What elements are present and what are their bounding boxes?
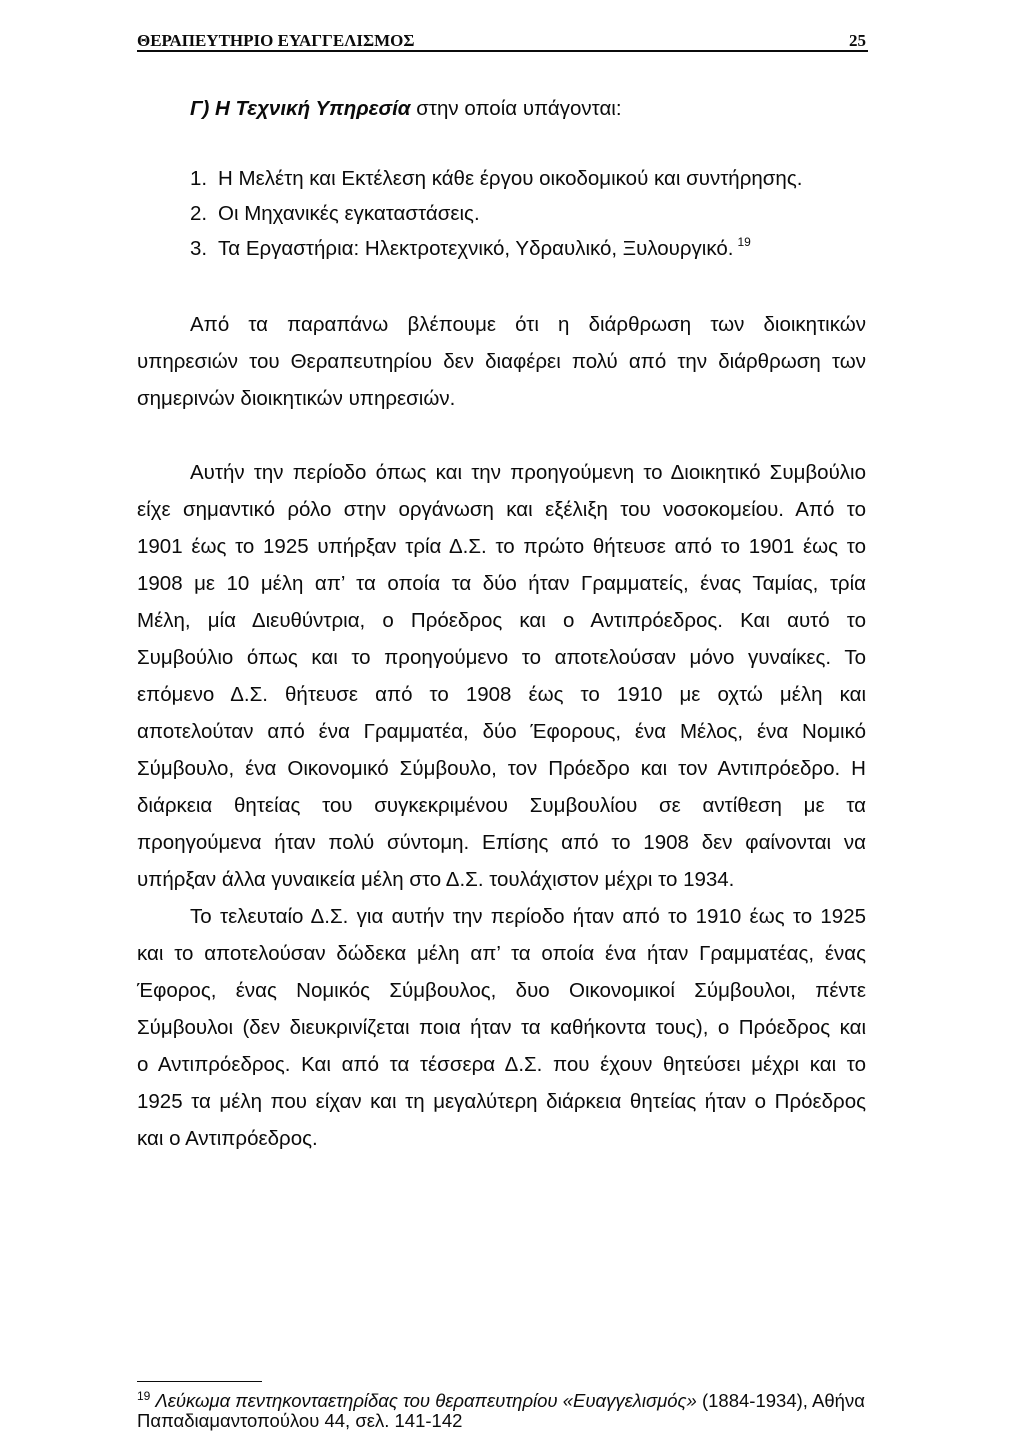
paragraph-line: Συμβούλιο όπως και το προηγούμενο το αποτελούσαν μόνο γυναίκες. Το [137,646,866,669]
paragraph-line: 1908 με 10 μέλη απ’ τα οποία τα δύο ήταν Γραμματείς, ένας Ταμίας, τρία [137,572,866,595]
paragraph [137,454,866,898]
list-item-number: 3. [190,236,208,260]
list-item-text: Η Μελέτη και Εκτέλεση κάθε έργου οικοδομικού και συντήρησης. [218,166,803,190]
footnote [137,1391,865,1411]
paragraph-line: Αυτήν την περίοδο όπως και την προηγούμενη το Διοικητικό Συμβούλιο [190,461,866,484]
paragraph-line: Σύμβουλοι (δεν διευκρινίζεται ποια ήταν τα καθήκοντα τους), ο Πρόεδρος και [137,1016,866,1039]
paragraph-line: 1925 τα μέλη που είχαν και τη μεγαλύτερη διάρκεια θητείας ήταν ο Πρόεδρος [137,1090,866,1113]
paragraph-line: προηγούμενα ήταν πολύ σύντομη. Επίσης από το 1908 δεν φαίνονται να [137,831,866,854]
footnote-title: Λεύκωμα πεντηκονταετηρίδας του θεραπευτηρίου «Ευαγγελισμός» [155,1390,697,1411]
paragraph-line: υπήρξαν άλλα γυναικεία μέλη στο Δ.Σ. τουλάχιστον μέχρι το 1934. [137,868,735,891]
footnote-rule [137,1381,262,1382]
footnote-marker: 19 [137,1389,151,1403]
paragraph-line: διάρκεια θητείας του συγκεκριμένου Συμβουλίου σε αντίθεση με τα [137,794,866,817]
footnote-details: (1884-1934), Αθήνα [701,1390,865,1411]
list-item [190,196,480,231]
footnote-continuation: Παπαδιαμαντοπούλου 44, σελ. 141-142 [137,1410,463,1431]
list-item-text: Τα Εργαστήρια: Ηλεκτροτεχνικό, Υδραυλικό, Ξυλουργικό. [218,236,734,260]
paragraph-line: 1901 έως το 1925 υπήρξαν τρία Δ.Σ. το πρώτο θήτευσε από το 1901 έως το [137,535,866,558]
list-item [190,161,802,196]
paragraph-line: και ο Αντιπρόεδρος. [137,1127,318,1150]
paragraph-line: αποτελούταν από ένα Γραμματέα, δύο Έφορους, ένα Μέλος, ένα Νομικό [137,720,866,743]
list-item-number: 1. [190,166,208,190]
page-number: 25 [849,31,866,50]
paragraph-line: υπηρεσιών του Θεραπευτηρίου δεν διαφέρει πολύ από την διάρθρωση των [137,350,866,373]
paragraph-line: Σύμβουλο, ένα Οικονομικό Σύμβουλο, τον Πρόεδρο και τον Αντιπρόεδρο. Η [137,757,866,780]
header-title: ΘΕΡΑΠΕΥΤΗΡΙΟ ΕΥΑΓΓΕΛΙΣΜΟΣ [137,31,415,50]
section-heading [190,90,622,127]
paragraph-line: ο Αντιπρόεδρος. Και από τα τέσσερα Δ.Σ. που έχουν θητεύσει μέχρι και το [137,1053,866,1076]
paragraph-line: και το αποτελούσαν δώδεκα μέλη απ’ τα οποία ένα ήταν Γραμματέας, ένας [137,942,866,965]
paragraph-line: επόμενο Δ.Σ. θήτευσε από το 1908 έως το 1910 με οχτώ μέλη και [137,683,866,706]
paragraph-line: Έφορος, ένας Νομικός Σύμβουλος, δυο Οικονομικοί Σύμβουλοι, πέντε [137,979,866,1002]
paragraph-line: Μέλη, μία Διευθύντρια, ο Πρόεδρος και ο Αντιπρόεδρος. Και αυτό το [137,609,866,632]
paragraph-line: Από τα παραπάνω βλέπουμε ότι η διάρθρωση των διοικητικών [190,313,866,336]
paragraph [137,898,866,1157]
section-heading-text: στην οποία υπάγονται: [416,97,622,120]
paragraph-line: σημερινών διοικητικών υπηρεσιών. [137,387,456,410]
section-heading-emphasis: Γ) Η Τεχνική Υπηρεσία [190,97,411,120]
paragraph-line: είχε σημαντικό ρόλο στην οργάνωση και εξέλιξη του νοσοκομείου. Από το [137,498,866,521]
list-item-text: Οι Μηχανικές εγκαταστάσεις. [218,201,480,225]
footnote-reference: 19 [737,234,751,249]
header-rule [137,50,868,52]
list-item [190,231,751,266]
paragraph-line: Το τελευταίο Δ.Σ. για αυτήν την περίοδο ήταν από το 1910 έως το 1925 [190,905,866,928]
list-item-number: 2. [190,201,208,225]
paragraph [137,306,866,417]
